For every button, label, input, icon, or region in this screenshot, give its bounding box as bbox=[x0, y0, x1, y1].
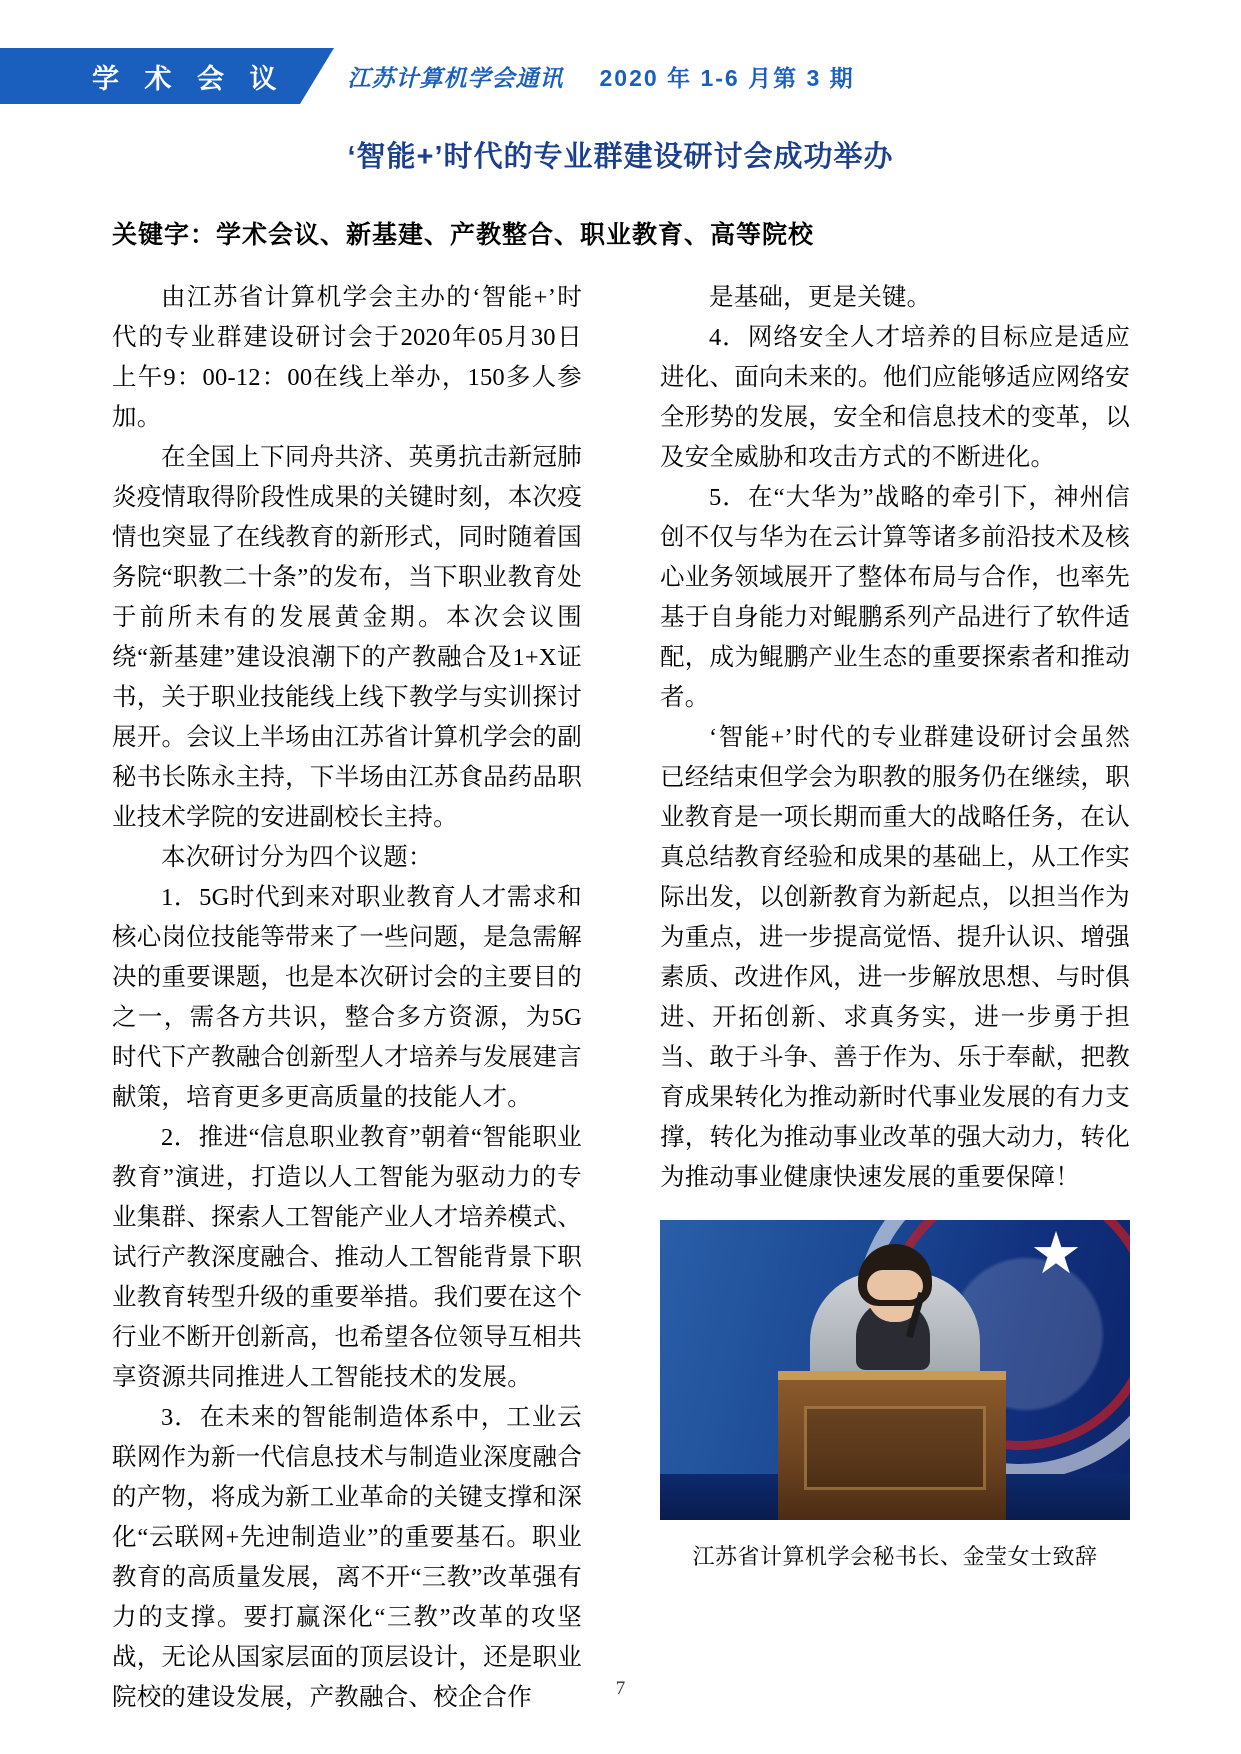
left-column bbox=[112, 278, 582, 1718]
header-category-label: 学 术 会 议 bbox=[92, 63, 286, 94]
header-issue-label: 2020 年 1-6 月第 3 期 bbox=[599, 64, 855, 91]
paragraph: 本次研讨分为四个议题： bbox=[161, 844, 433, 871]
header-slash-divider bbox=[300, 48, 334, 104]
paragraph: 由江苏省计算机学会主办的‘智能+’时代的专业群建设研讨会于2020年05月30日上午9：00-12：00在线上举办，150多人参加。 bbox=[112, 284, 582, 431]
paragraph: ‘智能+’时代的专业群建设研讨会虽然已经结束但学会为职教的服务仍在继续，职业教育是一项长期而重大的战略任务，在认真总结教育经验和成果的基础上，从工作实际出发，以创新教育为新起点，以担当作为为重点，进一步提高觉悟、提升认识、增强素质、改进作风，进一步解放思想、与时俱进、开拓创新、求真务实，进一步勇于担当、敢于斗争、善于作为、乐于奉献，把教育成果转化为推动新时代事业发展的有力支撑，转化为推动事业改革的强大动力，转化为推动事业健康快速发展的重要保障！ bbox=[660, 724, 1130, 1191]
podium bbox=[778, 1371, 1006, 1520]
body-columns bbox=[112, 278, 1130, 1718]
photo-figure bbox=[660, 1220, 1130, 1571]
paragraph: 是基础，更是关键。 bbox=[709, 284, 932, 311]
photo-caption: 江苏省计算机学会秘书长、金莹女士致辞 bbox=[692, 1544, 1098, 1569]
page-title: ‘智能+’时代的专业群建设研讨会成功举办 bbox=[347, 141, 894, 173]
header-journal-name: 江苏计算机学会通讯 bbox=[347, 64, 564, 91]
paragraph: 2．推进“信息职业教育”朝着“智能职业教育”演进，打造以人工智能为驱动力的专业集群、探索人工智能产业人才培养模式、试行产教深度融合、推动人工智能背景下职业教育转型升级的重要举措。我们要在这个行业不断开创新高，也希望各位领导互相共享资源共同推进人工智能技术的发展。 bbox=[112, 1124, 582, 1391]
speaker-photo bbox=[660, 1220, 1130, 1520]
header-category-block bbox=[92, 48, 300, 104]
header-left-block bbox=[0, 48, 92, 104]
page-header bbox=[0, 48, 1241, 104]
page-number: 7 bbox=[615, 1678, 626, 1699]
keywords-line: 关键字：学术会议、新基建、产教整合、职业教育、高等院校 bbox=[112, 221, 815, 249]
paragraph: 5．在“大华为”战略的牵引下，神州信创不仅与华为在云计算等诸多前沿技术及核心业务领域展开了整体布局与合作，也率先基于自身能力对鲲鹏系列产品进行了软件适配，成为鲲鹏产业生态的重要探索者和推动者。 bbox=[660, 484, 1130, 711]
paragraph: 在全国上下同舟共济、英勇抗击新冠肺炎疫情取得阶段性成果的关键时刻，本次疫情也突显了在线教育的新形式，同时随着国务院“职教二十条”的发布，当下职业教育处于前所未有的发展黄金期。本次会议围绕“新基建”建设浪潮下的产教融合及1+X证书，关于职业技能线上线下教学与实训探讨展开。会议上半场由江苏省计算机学会的副秘书长陈永主持，下半场由江苏食品药品职业技术学院的安进副校长主持。 bbox=[112, 444, 582, 831]
paragraph: 1．5G时代到来对职业教育人才需求和核心岗位技能等带来了一些问题，是急需解决的重要课题，也是本次研讨会的主要目的之一，需各方共识，整合多方资源，为5G时代下产教融合创新型人才培养与发展建言献策，培育更多更高质量的技能人才。 bbox=[112, 884, 582, 1111]
paragraph: 3．在未来的智能制造体系中，工业云联网作为新一代信息技术与制造业深度融合的产物，将成为新工业革命的关键支撑和深化“云联网+先迚制造业”的重要基石。职业教育的高质量发展，离不开“三教”改革强有力的支撑。要打赢深化“三教”改革的攻坚战，无论从国家层面的顶层设计，还是职业院校的建设发展，产教融合、校企合作 bbox=[112, 1404, 582, 1711]
paragraph: 4．网络安全人才培养的目标应是适应进化、面向未来的。他们应能够适应网络安全形势的发展，安全和信息技术的变革，以及安全威胁和攻击方式的不断进化。 bbox=[660, 324, 1130, 471]
right-column bbox=[660, 278, 1130, 1718]
